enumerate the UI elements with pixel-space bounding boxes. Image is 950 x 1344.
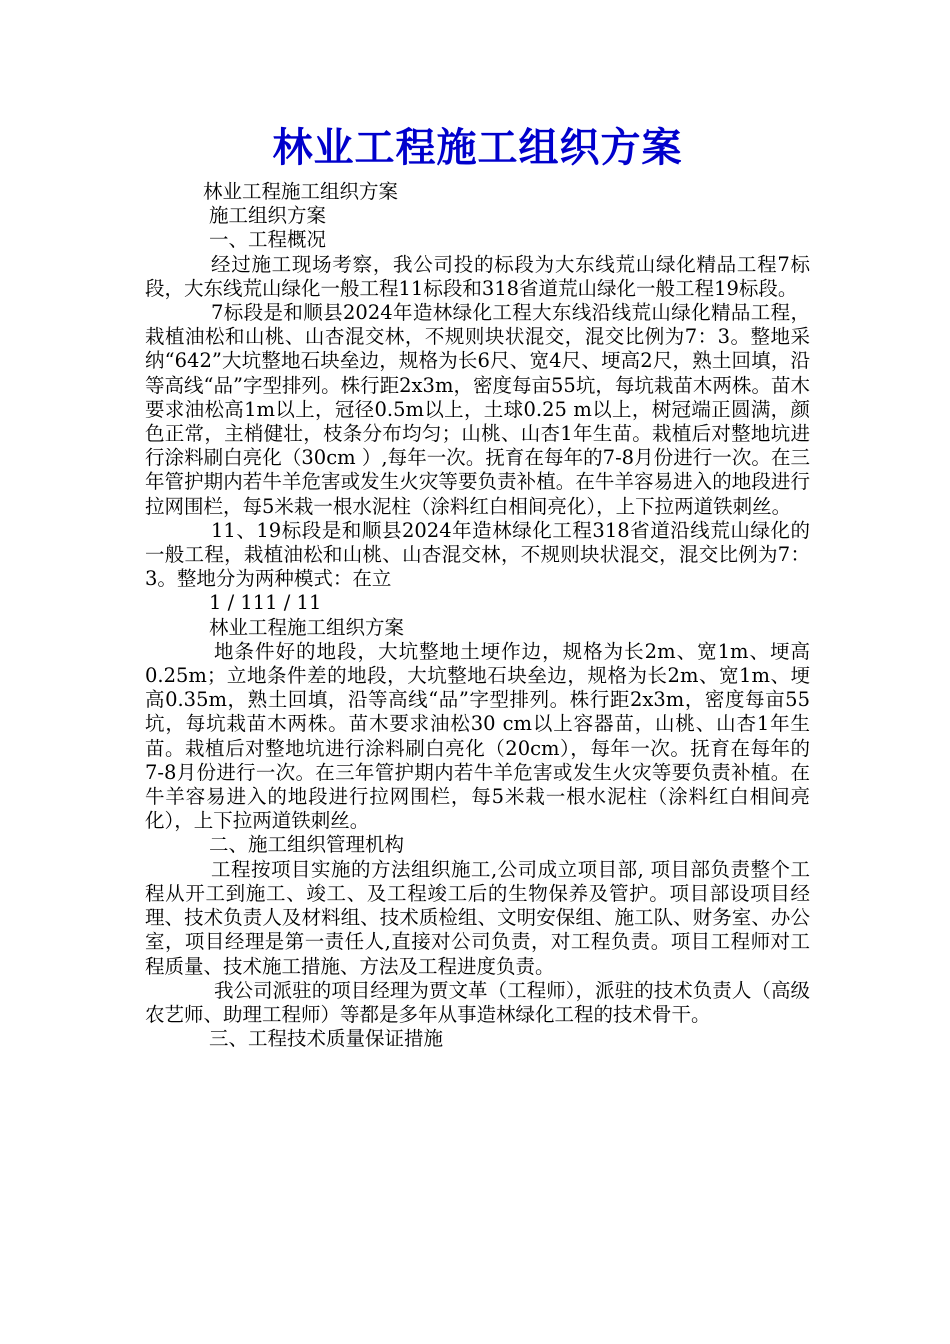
- section-heading-1: 一、工程概况: [209, 228, 327, 252]
- paragraph-4: 地条件好的地段，大坑整地土埂作边，规格为长2m、宽1m、埂高0.25m；立地条件差的地段，大坑整地石块垒边，规格为长2m、宽1m、埂高0.35m，熟土回填，沿等高线“品”字型排列。株行距2x3m，密度每亩55坑，每坑栽苗木两株。苗木要求油松30 cm以上容器苗，山桃、山杏1年生苗。栽植后对整地坑进行涂料刷白亮化（20cm），每年一次。抚育在每年的7-8月份进行一次。在三年管护期内若牛羊危害或发生火灾等要负责补植。在牛羊容易进入的地段进行拉网围栏，每5米栽一根水泥柱（涂料红白相间亮化），上下拉两道铁刺丝。: [145, 639, 810, 833]
- document-title: 林业工程施工组织方案: [272, 124, 683, 171]
- paragraph-5: 工程按项目实施的方法组织施工,公司成立项目部, 项目部负责整个工程从开工到施工、竣工、及工程竣工后的生物保养及管护。项目部设项目经理、技术负责人及材料组、技术质检组、文明安保组、施工队、财务室、办公室，项目经理是第一责任人,直接对公司负责，对工程负责。项目工程师对工程质量、技术施工措施、方法及工程进度负责。: [145, 857, 810, 978]
- section-heading-2: 二、施工组织管理机构: [209, 833, 405, 857]
- document-subtitle: 林业工程施工组织方案: [203, 180, 399, 203]
- paragraph-3: 11、19标段是和顺县2024年造林绿化工程318省道沿线荒山绿化的一般工程，栽植油松和山桃、山杏混交林，不规则块状混交，混交比例为7：3。整地分为两种模式：在立: [145, 518, 810, 591]
- running-header: 林业工程施工组织方案: [209, 615, 405, 639]
- section-heading-3: 三、工程技术质量保证措施: [209, 1027, 444, 1051]
- paragraph-1: 经过施工现场考察，我公司投的标段为大东线荒山绿化精品工程7标段，大东线荒山绿化一般工程11标段和318省道荒山绿化一般工程19标段。: [145, 252, 810, 300]
- heading-plan: 施工组织方案: [209, 204, 327, 228]
- document-page: [145, 120, 810, 1051]
- paragraph-2: 7标段是和顺县2024年造林绿化工程大东线沿线荒山绿化精品工程，栽植油松和山桃、山杏混交林，不规则块状混交，混交比例为7：3。整地采纳“642”大坑整地石块垒边，规格为长6尺、宽4尺、埂高2尺，熟土回填，沿等高线“品”字型排列。株行距2x3m，密度每亩55坑，每坑栽苗木两株。苗木要求油松高1m以上，冠径0.5m以上，土球0.25 m以上，树冠端正圆满，颜色正常，主梢健壮，枝条分布均匀；山桃、山杏1年生苗。栽植后对整地坑进行涂料刷白亮化（30cm ）,每年一次。抚育在每年的7-8月份进行一次。在三年管护期内若牛羊危害或发生火灾等要负责补植。在牛羊容易进入的地段进行拉网围栏，每5米栽一根水泥柱（涂料红白相间亮化），上下拉两道铁刺丝。: [145, 301, 810, 518]
- page-number: 1 / 111 / 11: [209, 591, 322, 615]
- paragraph-6: 我公司派驻的项目经理为贾文革（工程师），派驻的技术负责人（高级农艺师、助理工程师）等都是多年从事造林绿化工程的技术骨干。: [145, 978, 810, 1026]
